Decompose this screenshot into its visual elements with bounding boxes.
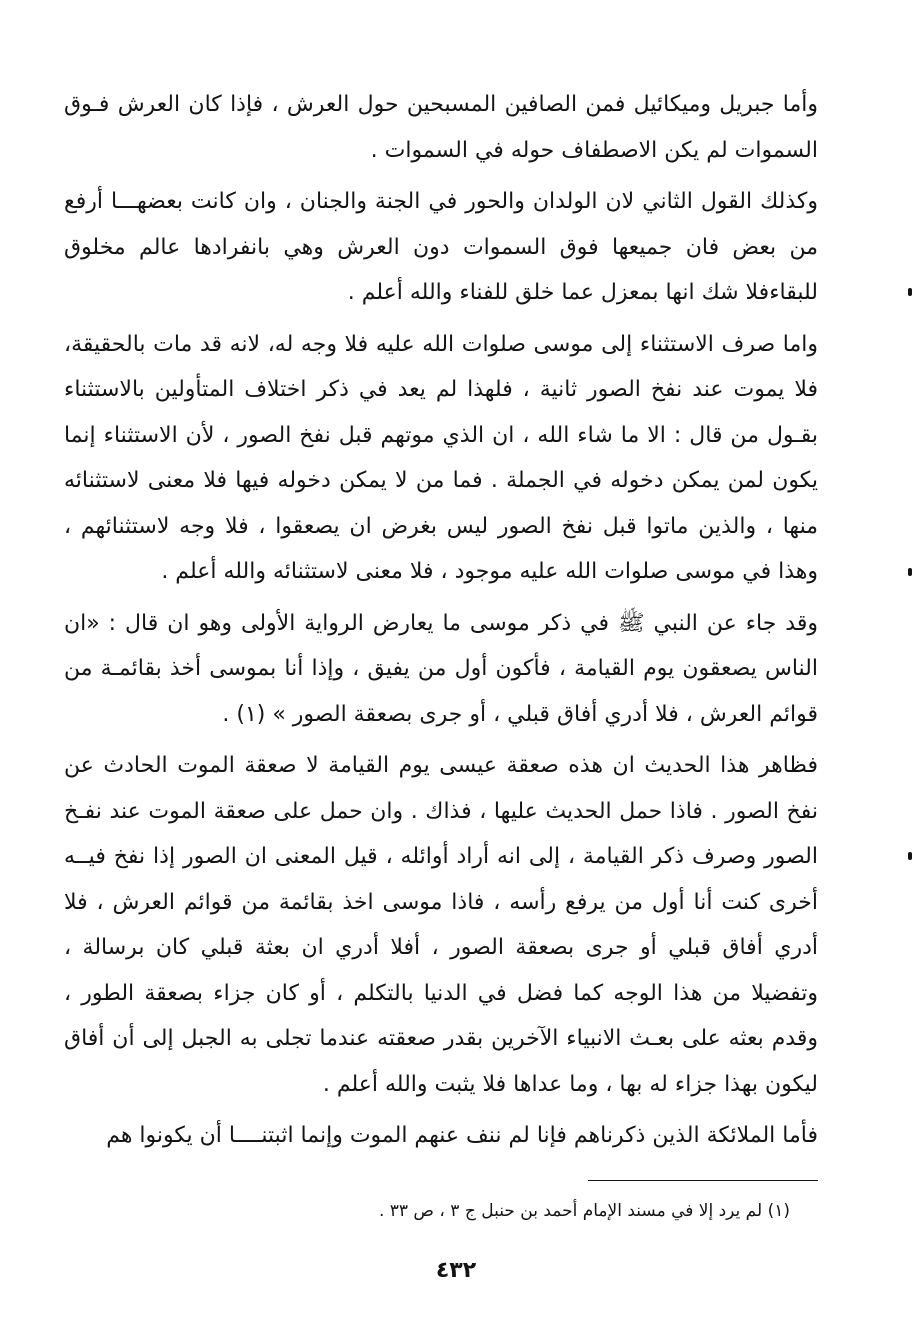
paragraph-1: وأما جبريل وميكائيل فمن الصافين المسبحين حول العرش ، فإذا كان العرش فـوق السموات لم يكن الاصطفاف حوله في السموات . (64, 92, 818, 163)
paragraph-5: فظاهر هذا الحديث ان هذه صعقة عيسى يوم القيامة لا صعقة الموت الحادث عن نفخ الصور . فاذا حمل الحديث عليها ، فذاك . وان حمل على صعقة الموت عند نفـخ الصور وصرف ذكر القيامة ، إلى انه أراد أوائله ، قيل المعنى ان الصور إذا نفخ فيــه أخرى كنت أنا أول من يرفع رأسه ، فاذا موسى اخذ بقائمة من قوائم العرش ، فلا أدري أفاق قبلي أو جرى بصعقة الصور ، أفلا أدري ان بعثة قبلي كان برسالة ، وتفضيلا من هذا الوجه كما فضل في الدنيا بالتكلم ، أو كان جزاء بصعقة الطور ، وقدم بعثه على بعـث الانبياء الآخرين بقدر صعقته عندما تجلى به الجبل إلى أن أفاق ليكون بهذا جزاء له بها ، وما عداها فلا يثبت والله أعلم . (64, 753, 818, 1097)
paragraph-3: واما صرف الاستثناء إلى موسى صلوات الله عليه فلا وجه له، لانه قد مات بالحقيقة، فلا يموت عند نفخ الصور ثانية ، فلهذا لم يعد في ذكر اختلاف المتأولين بالاستثناء بقـول من قال : الا ما شاء الله ، ان الذي موتهم قبل نفخ الصور ، لأن الاستثناء إنما يكون لمن يمكن دخوله في الجملة . فما من لا يمكن دخوله فيها فلا معنى لاستثنائه منها ، والذين ماتوا قبل نفخ الصور ليس بغرض ان يصعقوا ، فلا وجه لاستثنائهم ، وهذا في موسى صلوات الله عليه موجود ، فلا معنى لاستثنائه والله أعلم . (64, 331, 818, 584)
body-text (64, 82, 818, 1159)
paragraph-2: وكذلك القول الثاني لان الولدان والحور في الجنة والجنان ، وان كانت بعضهـــا أرفع من بعض فان جميعها فوق السموات دون العرش وهي بانفرادها عالم مخلوق للبقاءفلا شك انها بمعزل عما خلق للفناء والله أعلم . (64, 189, 818, 305)
page-number: ٤٣٢ (435, 1258, 477, 1283)
margin-mark (908, 568, 912, 576)
footnote: (١) لم يرد إلا في مسند الإمام أحمد بن حنبل ج ٣ ، ص ٣٣ . (378, 1201, 790, 1221)
margin-mark (908, 852, 912, 860)
paragraph-4: وقد جاء عن النبي ﷺ في ذكر موسى ما يعارض الرواية الأولى وهو ان قال : «ان الناس يصعقون يوم القيامة ، فأكون أول من يفيق ، وإذا أنا بموسى أخذ بقائمـة من قوائم العرش ، فلا أدري أفاق قبلي ، أو جرى بصعقة الصور » (١) . (64, 610, 818, 727)
footnote-divider (588, 1180, 818, 1181)
paragraph-6: فأما الملائكة الذين ذكرناهم فإنا لم ننف عنهم الموت وإنما اثبتنــــا أن يكونوا هم (106, 1123, 818, 1148)
margin-mark (908, 288, 912, 296)
